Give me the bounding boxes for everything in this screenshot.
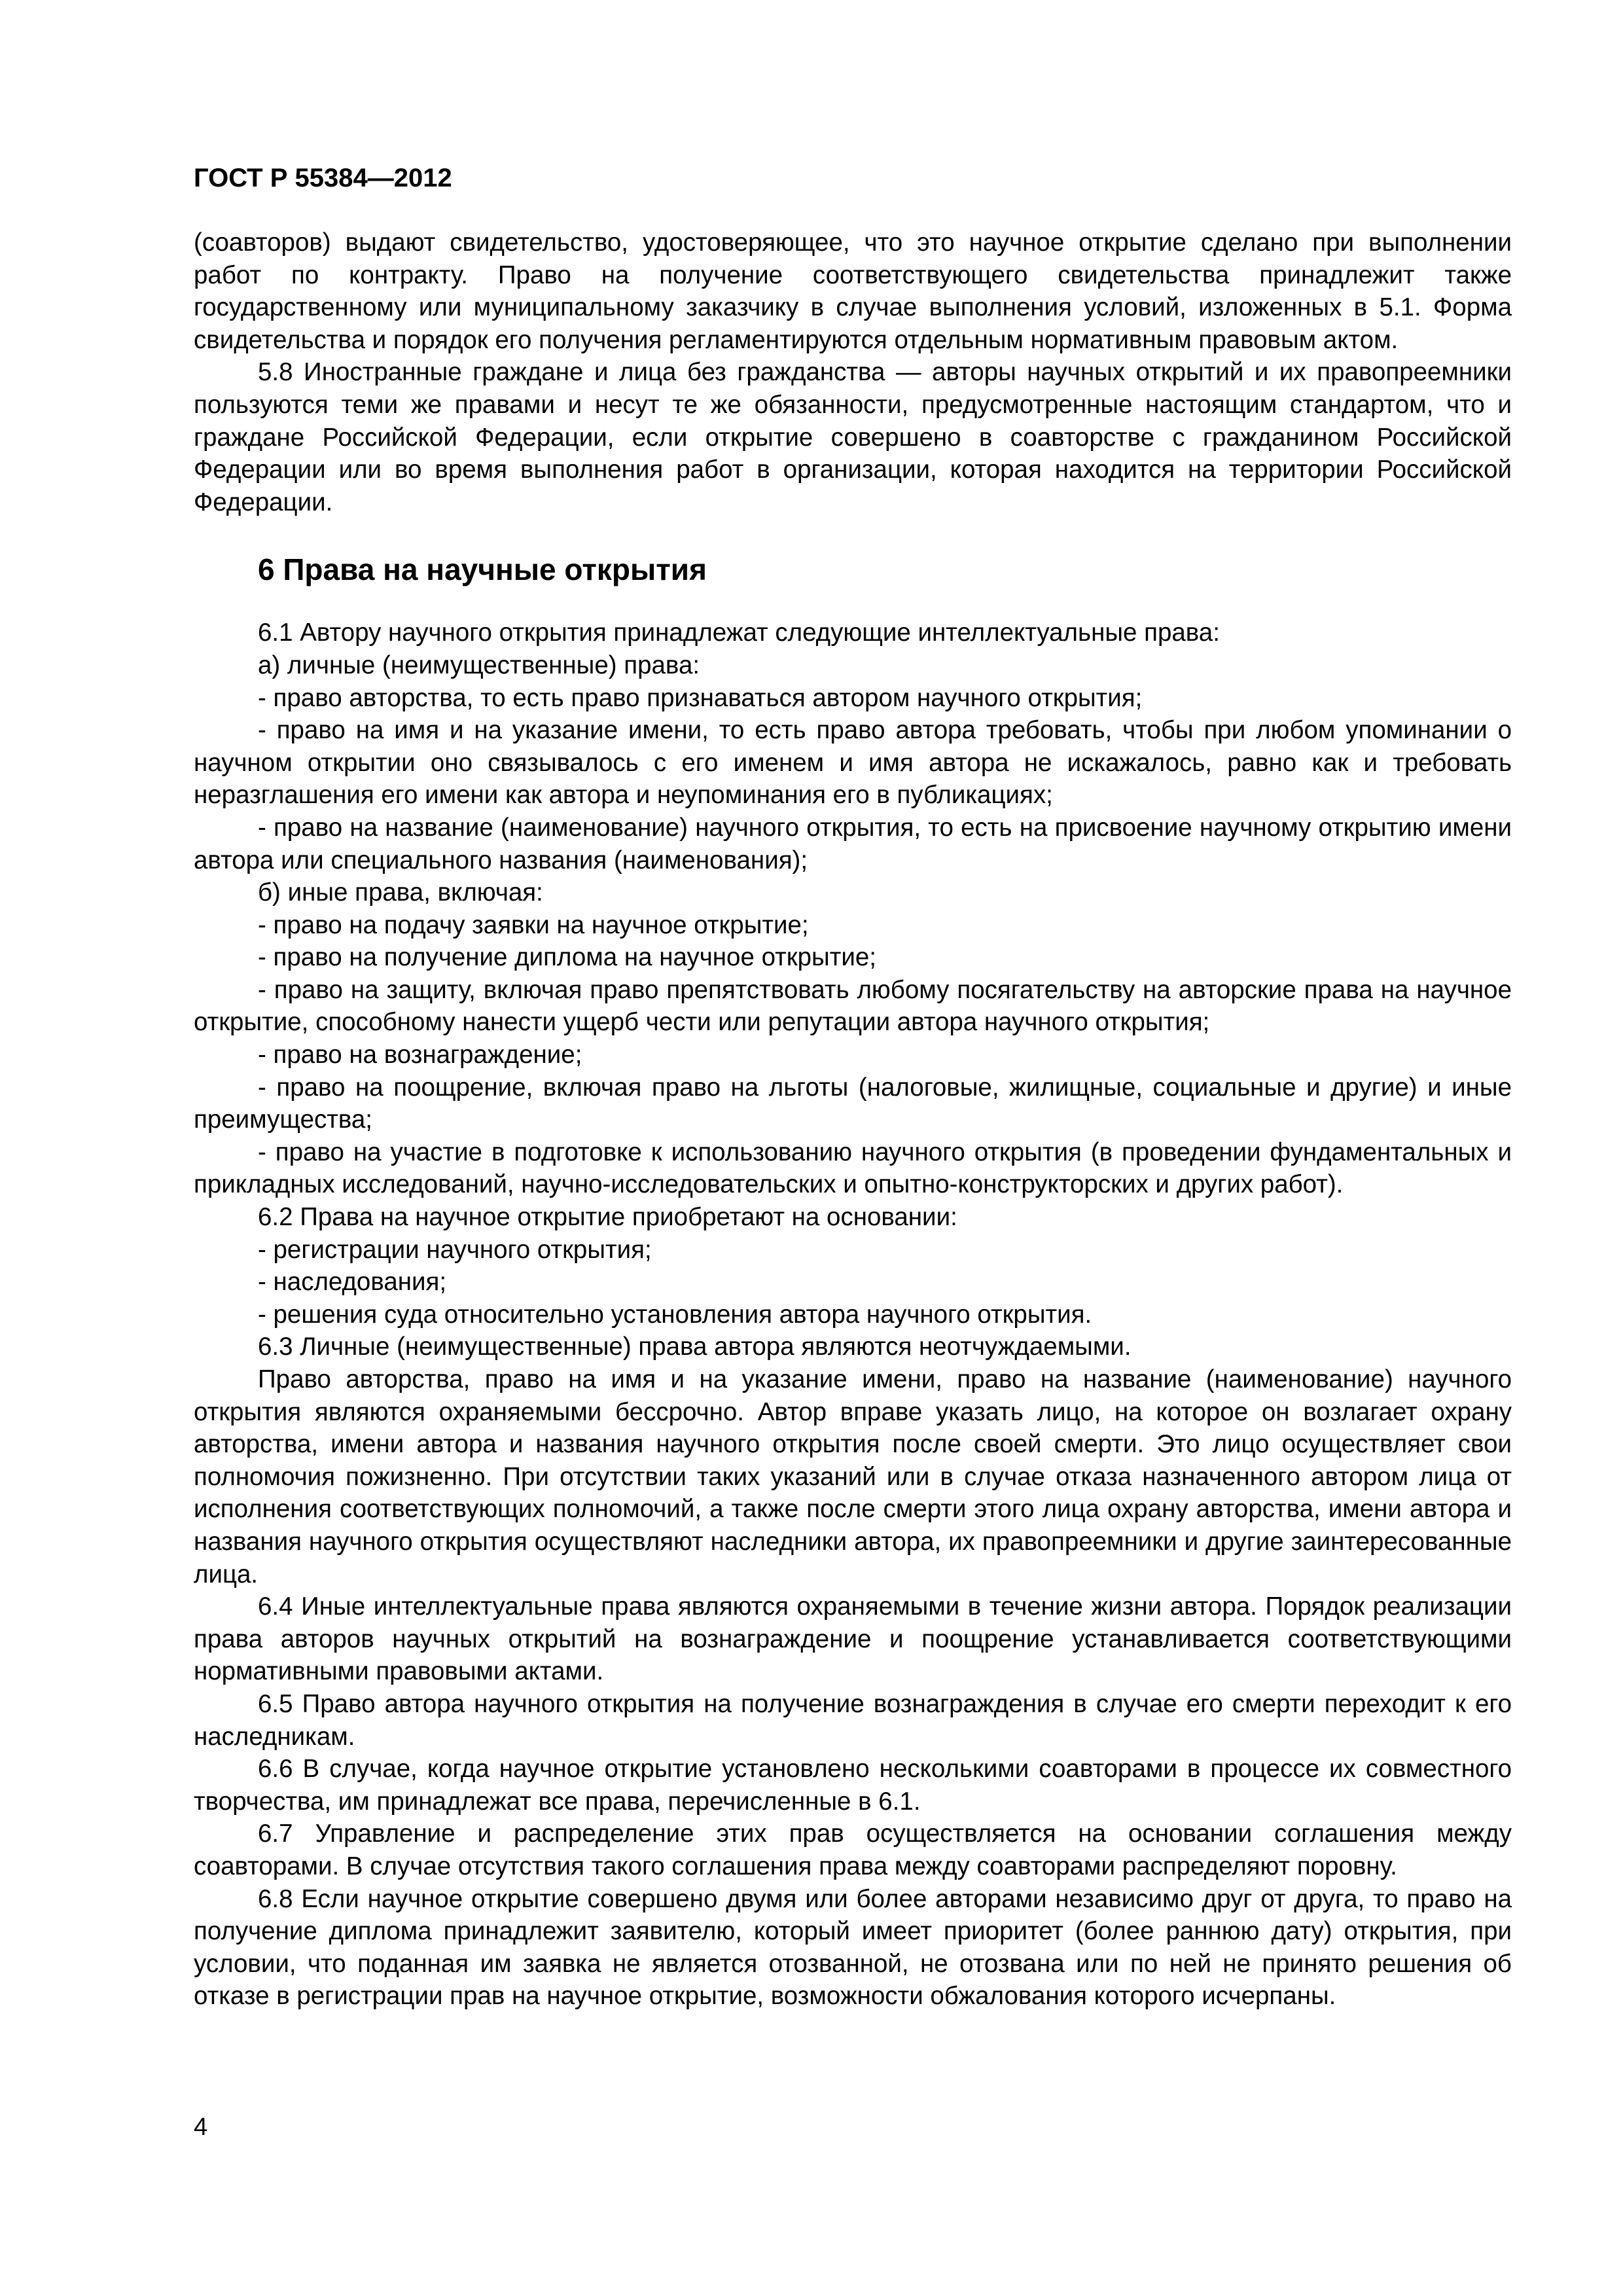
list-item: - право авторства, то есть право признаваться автором научного открытия; xyxy=(258,683,1143,712)
list-item: - право на вознаграждение; xyxy=(258,1041,582,1069)
list-item: - право на участие в подготовке к использованию научного открытия (в проведении фундаментальных и прикладных исследований, научно-исследовательских и опытно-конструкторских и других работ). xyxy=(194,1138,1512,1199)
paragraph-6-1: 6.1 Автору научного открытия принадлежат следующие интеллектуальные права: xyxy=(258,619,1220,647)
paragraph-5-8: 5.8 Иностранные граждане и лица без гражданства — авторы научных открытий и их правопреемники пользуются теми же правами и несут те же обязанности, предусмотренные настоящим стандартом, что и граждане Российской Федерации, если открытие совершено в соавторстве с гражданином Российской Федерации или во время выполнения работ в организации, которая находится на территории Российской Федерации. xyxy=(194,358,1512,516)
paragraph-continuation: (соавторов) выдают свидетельство, удостоверяющее, что это научное открытие сделано при выполнении работ по контракту. Право на получение соответствующего свидетельства принадлежит также государственному или муниципальному заказчику в случае выполнения условий, изложенных в 5.1. Форма свидетельства и порядок его получения регламентируются отдельным нормативным правовым актом. xyxy=(194,228,1512,354)
document-body xyxy=(194,226,1512,2013)
paragraph-6-7: 6.7 Управление и распределение этих прав осуществляется на основании соглашения между соавторами. В случае отсутствия такого соглашения права между соавторами распределяют поровну. xyxy=(194,1820,1512,1880)
paragraph-6-2: 6.2 Права на научное открытие приобретают на основании: xyxy=(258,1203,957,1232)
list-item: а) личные (неимущественные) права: xyxy=(258,651,700,679)
list-item: - регистрации научного открытия; xyxy=(258,1235,652,1264)
paragraph-6-4: 6.4 Иные интеллектуальные права являются охраняемыми в течение жизни автора. Порядок реализации права авторов научных открытий на вознаграждение и поощрение устанавливается соответствующими нормативными правовыми актами. xyxy=(194,1592,1512,1686)
list-item: - право на название (наименование) научного открытия, то есть на присвоение научному открытию имени автора или специального названия (наименования); xyxy=(194,813,1512,874)
list-item: - право на получение диплома на научное открытие; xyxy=(258,943,876,972)
paragraph-6-5: 6.5 Право автора научного открытия на получение вознаграждения в случае его смерти переходит к его наследникам. xyxy=(194,1689,1512,1751)
paragraph-6-3: 6.3 Личные (неимущественные) права автора являются неотчуждаемыми. xyxy=(258,1333,1132,1361)
page-number: 4 xyxy=(194,2113,208,2141)
paragraph-6-3-detail: Право авторства, право на имя и на указание имени, право на название (наименование) научного открытия являются охраняемыми бессрочно. Автор вправе указать лицо, на которое он возлагает охрану авторства, имени автора и названия научного открытия после своей смерти. Это лицо осуществляет свои полномочия пожизненно. При отсутствии таких указаний или в случае отказа назначенного автором лица от исполнения соответствующих полномочий, а также после смерти этого лица охрану авторства, имени автора и названия научного открытия осуществляют наследники автора, их правопреемники и другие заинтересованные лица. xyxy=(194,1365,1512,1588)
paragraph-6-8: 6.8 Если научное открытие совершено двумя или более авторами независимо друг от друга, то право на получение диплома принадлежит заявителю, который имеет приоритет (более раннюю дату) открытия, при условии, что поданная им заявка не является отозванной, не отозвана или по ней не принято решения об отказе в регистрации прав на научное открытие, возможности обжалования которого исчерпаны. xyxy=(194,1884,1512,2011)
list-item: - право на подачу заявки на научное открытие; xyxy=(258,910,809,939)
list-item: - решения суда относительно установления автора научного открытия. xyxy=(258,1300,1092,1329)
list-item: - наследования; xyxy=(258,1268,447,1297)
list-item: - право на защиту, включая право препятствовать любому посягательству на авторские права на научное открытие, способному нанести ущерб чести или репутации автора научного открытия; xyxy=(194,975,1512,1037)
list-item: б) иные права, включая: xyxy=(258,878,543,907)
list-item: - право на имя и на указание имени, то есть право автора требовать, чтобы при любом упоминании о научном открытии оно связывалось с его именем и имя автора не искажалось, равно как и требовать неразглашения его имени как автора и неупоминания его в публикациях; xyxy=(194,716,1512,810)
document-header: ГОСТ Р 55384—2012 xyxy=(194,164,452,192)
list-item: - право на поощрение, включая право на льготы (налоговые, жилищные, социальные и другие) и иные преимущества; xyxy=(194,1073,1512,1134)
paragraph-6-6: 6.6 В случае, когда научное открытие установлено несколькими соавторами в процессе их совместного творчества, им принадлежат все права, перечисленные в 6.1. xyxy=(194,1755,1512,1816)
section-6-title: 6 Права на научные открытия xyxy=(258,552,707,587)
